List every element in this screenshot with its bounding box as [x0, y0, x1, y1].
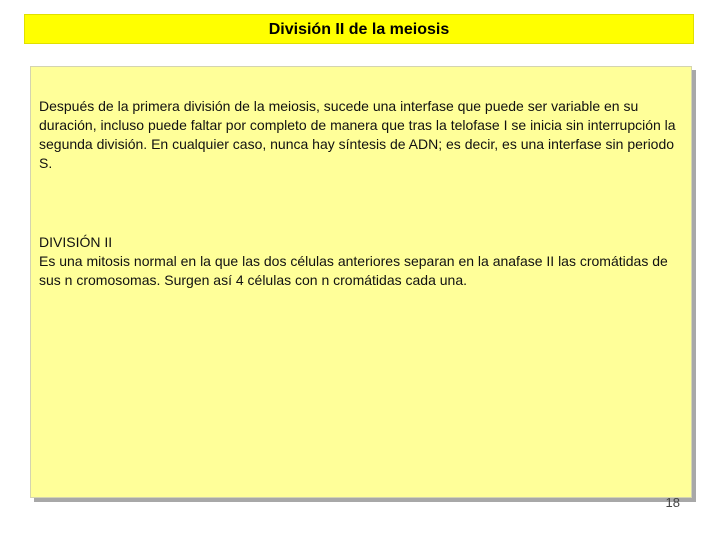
section-heading: DIVISIÓN II — [39, 234, 113, 250]
division-ii-paragraph: Es una mitosis normal en la que las dos células anteriores separan en la anafase II las cromátidas de sus n cromosomas. Surgen así 4 células con n cromátidas cada una. — [39, 253, 668, 288]
intro-paragraph: Después de la primera división de la meiosis, sucede una interfase que puede ser variable en su duración, incluso puede faltar por completo de manera que tras la telofase I se inicia sin interrupción la segunda división. En cualquier caso, nunca hay síntesis de ADN; es decir, es una interfase sin periodo S. — [39, 98, 676, 171]
page-number: 18 — [665, 495, 680, 510]
content-card — [30, 66, 692, 498]
slide-title: División II de la meiosis — [268, 21, 450, 38]
title-bar — [24, 14, 694, 44]
